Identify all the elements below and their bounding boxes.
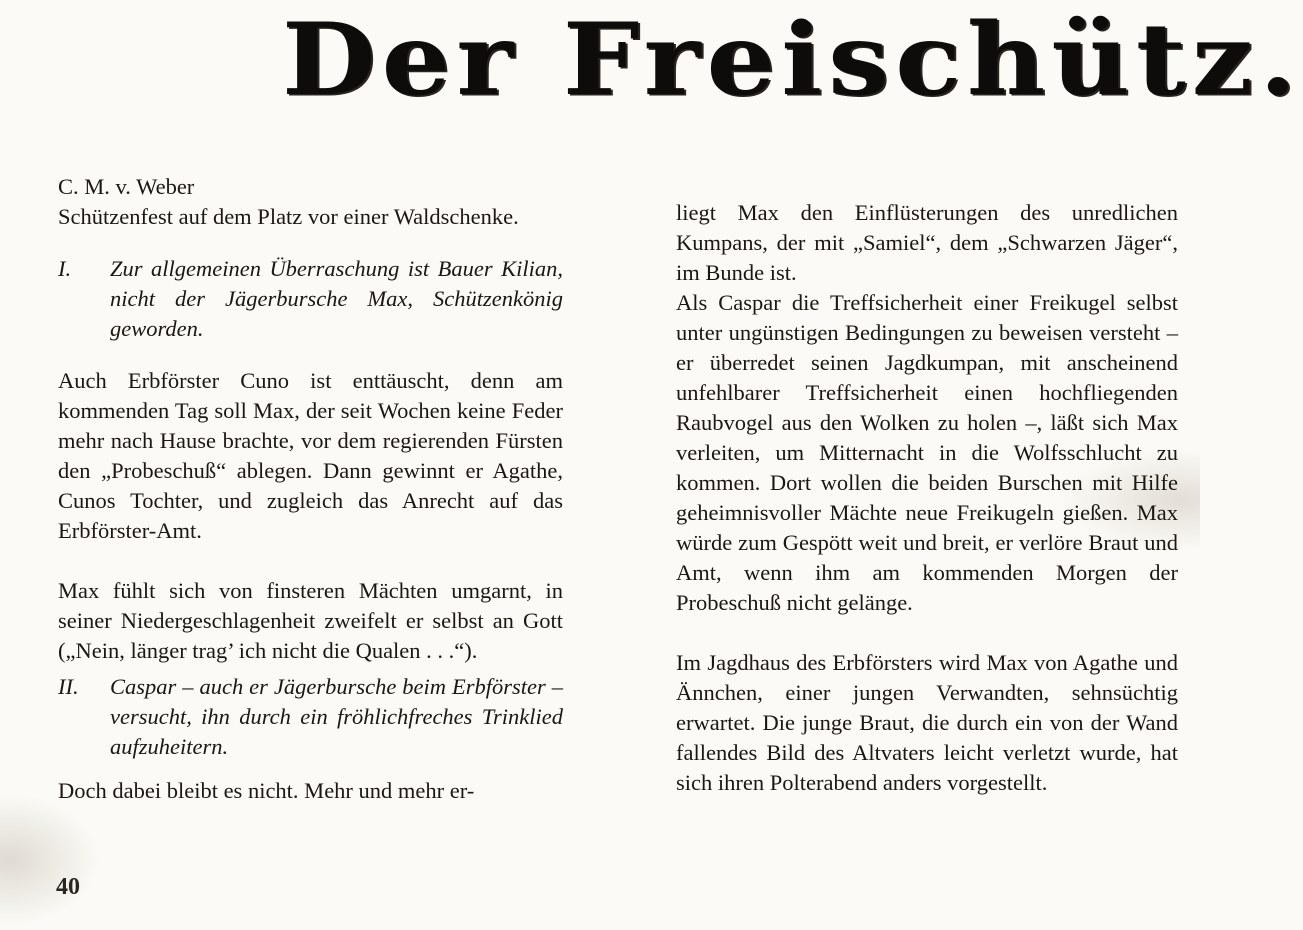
right-paragraph-3: Im Jagdhaus des Erbförsters wird Max von Agathe und Ännchen, einer jungen Verwandten, sehnsüchtig erwartet. Die junge Braut, die durch ein von der Wand fallendes Bild des Altvaters leicht verletzt wurde, hat sich ihren Polterabend anders vorgestellt. [676, 650, 1178, 795]
left-paragraph-1: Auch Erbförster Cuno ist enttäuscht, denn am kommenden Tag soll Max, der seit Wochen keine Feder mehr nach Hause brachte, vor dem regierenden Fürsten den „Probeschuß“ ablegen. Dann gewinnt er Agathe, Cunos Tochter, und zugleich das Anrecht auf das Erbförster-Amt. [58, 368, 563, 543]
right-paragraph-2: Als Caspar die Treffsicherheit einer Freikugel selbst unter ungünstigen Bedingungen zu beweisen versteht – er überredet seinen Jagdkumpan, mit anscheinend unfehlbarer Treffsicherheit einen hochfliegenden Raubvogel aus den Wolken zu holen –, läßt sich Max verleiten, um Mitternacht in die Wolfsschlucht zu kommen. Dort wollen die beiden Burschen mit Hilfe geheimnisvoller Mächte neue Freikugeln gießen. Max würde zum Gespött weit und breit, er verlöre Braut und Amt, wenn ihm am kommenden Morgen der Probeschuß nicht gelänge. [676, 290, 1178, 615]
author-line: C. M. v. Weber [58, 174, 195, 199]
page-number: 40 [56, 874, 80, 900]
left-paragraph-3: Doch dabei bleibt es nicht. Mehr und mehr er- [58, 778, 475, 803]
scene-2-text: Caspar – auch er Jägerbursche beim Erbförster – versucht, ihn durch ein fröhlichfreches Trinklied aufzuheitern. [110, 674, 563, 759]
scene-1-text: Zur allgemeinen Überraschung ist Bauer Kilian, nicht der Jägerbursche Max, Schützenkönig geworden. [110, 256, 563, 341]
right-column [676, 198, 1178, 798]
scene-2-number: II. [58, 674, 79, 699]
page-title: Der Freischütz. [282, 1, 1303, 118]
scene-1-number: I. [58, 256, 72, 281]
scene-1-block [58, 254, 563, 344]
setting-paragraph: Schützenfest auf dem Platz vor einer Waldschenke. [58, 204, 519, 229]
scene-2-block [58, 672, 563, 762]
left-column [58, 172, 563, 806]
right-paragraph-1: liegt Max den Einflüsterungen des unredlichen Kumpans, der mit „Samiel“, dem „Schwarzen Jäger“, im Bunde ist. [676, 200, 1178, 285]
left-paragraph-2: Max fühlt sich von finsteren Mächten umgarnt, in seiner Niedergeschlagenheit zweifelt er selbst an Gott („Nein, länger trag’ ich nicht die Qualen . . .“). [58, 578, 563, 663]
